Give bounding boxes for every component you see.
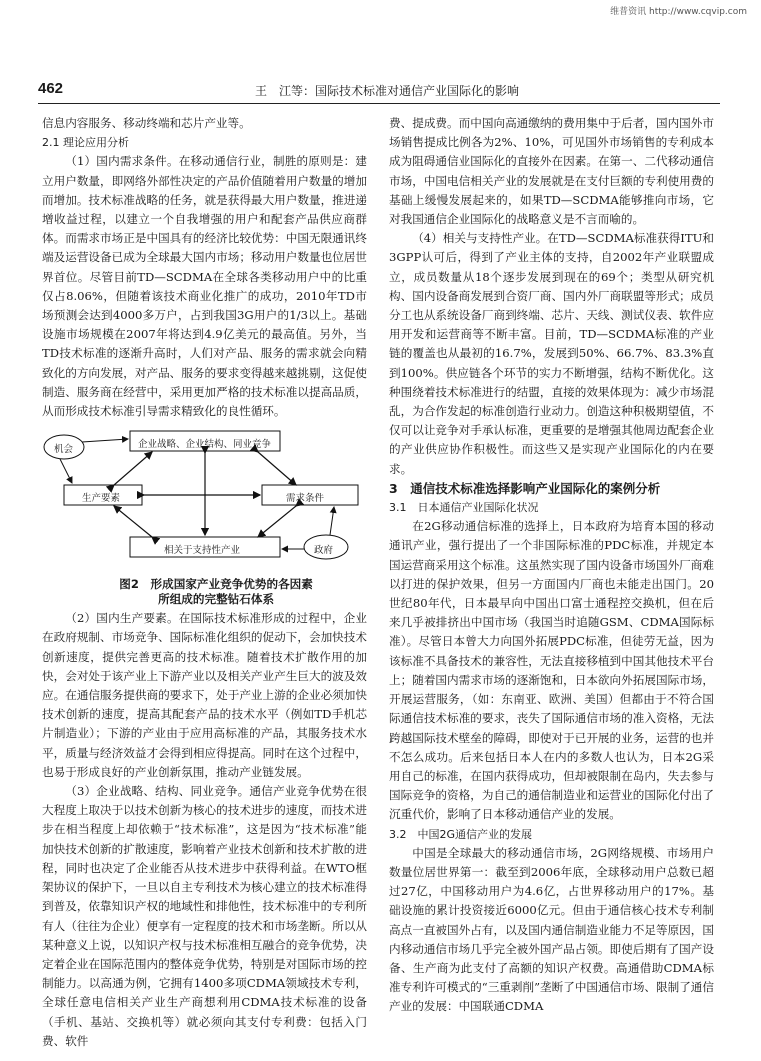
right-box-label: 需求条件 — [286, 493, 325, 505]
paragraph-related-industries: （4）相关与支持性产业。在TD—SCDMA标准获得ITU和3GPP认可后，得到了产业主体的支持，自2002年产业联盟成立，成员数量从18个逐步发展到现在的69个；类型从研究机构、国内设备商发展到合资厂商、国内外厂商联盟等形式；成员分工也从系统设备厂商到终端、芯片、天线、测试仪表、软件应用开发和运营商等不断丰富。目前，TD—SCDMA标准的产业链的覆盖也从最初的16.7%，发展到50%、66.7%、83.3%直到100%。供应链各个环节的实力不断增强，结构不断优化。这种围绕着技术标准进行的结盟，直接的效果体现为：减少市场混乱，为合作发起的标准创造行业动力。创造这种积极期望值，不仅可以让竞争对手承认标准，更重要的是增强其他周边配套企业的产业供应协作积极性。而这些又是实现产业国际化的内在要求。 — [389, 231, 714, 476]
figure-caption-line2: 所组成的完整钻石体系 — [158, 592, 275, 607]
figure-caption-line1: 图2 形成国家产业竞争优势的各因素 — [119, 577, 313, 592]
paragraph: 信息内容服务、移动终端和芯片产业等。 — [42, 116, 251, 130]
arrow-right-bottom — [258, 506, 296, 537]
subsection-heading-3-2: 3.2 中国2G通信产业的发展 — [389, 827, 533, 841]
arrow-gov-right — [330, 507, 334, 535]
paragraph-china-2g: 中国是全球最大的移动通信市场，2G网络规模、市场用户数量位居世界第一：截至到2006年底，全球移动用户总数已超过27亿，中国移动用户为4.6亿，占世界移动用户的17%。基础设施的累计投资接近6000亿元。但由于通信核心技术专利制高点一直被国外占有，以及国内通信制造业能力不足等原因，国内移动通信市场几乎完全被外国产品占领。即使后期有了国产设备、生产商为此支付了高额的知识产权费。高通借助CDMA标准专利许可模式的“三重剥削”垄断了中国通信市场、限制了通信产业的发展：中国联通CDMA — [389, 845, 714, 1014]
paragraph-strategy: （3）企业战略、结构、同业竞争。通信产业竞争优势在很大程度上取决于以技术创新为核心的技术进步的速度，而技术进步在相当程度上却依赖于“技术标准”，这是因为“技术标准”能加快技术创新的扩散速度，影响着产业技术创新和技术扩散的进程，同时也决定了企业能否从技术进步中获得利益。在WTO框架协议的保护下，一旦以自主专利技术为核心建立的技术标准得到普及，依靠知识产权的地域性和排他性，技术标准中的专利所有人（往往为企业）便享有一定程度的技术和市场垄断。所以从某种意义上说，以知识产权与技术标准相互融合的竞争优势，决定着企业在国际范围内的整体竞争优势，特别是对国际市场的控制能力。以高通为例，它拥有1400多项CDMA领域技术专利，全球任意电信相关产业生产商想利用CDMA技术标准的设备（手机、基站、交换机等）就必须向其支付专利费：包括入门费、软件 — [42, 784, 367, 1048]
left-column — [42, 114, 367, 1051]
paragraph-production-factors: （2）国内生产要素。在国际技术标准形成的过程中，企业在政府规制、市场竞争、国际标准化组织的促动下，会加快技术创新速度，提供完善更高的技术标准。随着技术扩散作用的加快，会对处于该产业上下游产业以及相关产业产生巨大的波及效应。在通信服务提供商的要求下，处于产业上游的企业必须加快技术创新的速度，提高其配套产品的技术水平（例如TD手机芯片制造业）；下游的产业由于应用高标准的产品，其服务技术水平，质量与经济效益才会得到相应得提高。同时在这个过程中，也易于形成良好的产业创新氛围，推动产业链发展。 — [42, 611, 367, 779]
arrow-top-right — [258, 452, 296, 485]
top-box-label: 企业战略、企业结构、同业竞争 — [138, 439, 272, 451]
paragraph-japan: 在2G移动通信标准的选择上，日本政府为培育本国的移动通讯产业，强行提出了一个非国际标准的PDC标准，并规定本国运营商采用这个标准。这虽然实现了国内设备市场国外厂商难以打进的保护效果，但另一方面国内厂商也未能走出国门。20世纪80年代，日本最早向中国出口富士通程控交换机，但在后来几乎被排挤出中国市场（我国当时追随GSM、CDMA国际标准）。尽管日本曾大力向国外拓展PDC标准，但徒劳无益，因为该标准不具备技术的兼容性，无法直接移植到中国其他技术平台上；随着国内需求市场的逐渐饱和，日本欲向外拓展国际市场，开展运营服务，（如：东南亚、欧洲、美国）但都由于不符合国际通信技术标准的要求，丧失了国际通信市场的准入资格，无法跨越国际技术壁垒的障碍，即使对于已开展的业务，运营的也并不怎么成功。后来包括日本人在内的多数人也认为，日本2G采用自己的标准，在国内获得成功，但却被限制在岛内，失去参与国际竞争的资格，为自己的通信制造业和运营业的国际化付出了沉重代价，影响了日本移动通信产业的发展。 — [389, 519, 714, 822]
section-heading-3: 3 通信技术标准选择影响产业国际化的案例分析 — [389, 480, 661, 496]
left-box-label: 生产要素 — [82, 493, 121, 505]
bottom-box-label: 相关于支持性产业 — [164, 545, 241, 557]
diamond-figure — [42, 425, 367, 575]
arrow-left-top — [114, 452, 152, 485]
running-head: 王 江等：国际技术标准对通信产业国际化的影响 — [255, 84, 520, 98]
subsection-heading-2-1: 2.1 理论应用分析 — [42, 136, 129, 150]
page-number: 462 — [38, 80, 64, 97]
arrow-chance-left — [60, 459, 72, 483]
right-column — [389, 114, 714, 1017]
arrow-chance-top — [82, 439, 128, 442]
watermark: 维普资讯 http://www.cqvip.com — [610, 7, 747, 17]
government-label: 政府 — [314, 545, 334, 557]
chance-label: 机会 — [54, 444, 74, 456]
arrow-bottom-left — [114, 506, 152, 537]
paragraph-demand: （1）国内需求条件。在移动通信行业，制胜的原则是：建立用户数量，即网络外部性决定的产品价值随着用户数量的增加而增加。技术标准战略的任务，就是获得最大用户数量，推进递增收益过程，以建立一个自我增强的用户和配套产品供应商群体。而需求市场正是中国具有的经济比较优势：中国无限通讯终端及运营设备已成为全球最大国内市场；移动用户数量也位居世界首位。尽管目前TD—SCDMA在全球各类移动用户中的比重仅占8.06%，但随着该技术商业化推广的成功，2010年TD市场预测会达到4000多万户，占到我国3G用户的1/3以上。基础设施市场规模在2007年将达到4.9亿美元的最高值。另外，当TD技术标准的逐渐升高时，人们对产品、服务的需求就会向精致化的方向发展，对产品、服务的要求变得越来越挑剔，这促使制造、服务商在经营中，采用更加严格的技术标准以提高品质，从而形成技术标准引导需求精致化的良性循环。 — [42, 154, 367, 419]
subsection-heading-3-1: 3.1 日本通信产业国际化状况 — [389, 501, 539, 515]
paragraph-continued: 费、提成费。而中国向高通缴纳的费用集中于后者，国内国外市场销售提成比例各为2%、10%，可见国外市场销售的专利成本成为阻碍通信业国际化的直接外在因素。在第一、二代移动通信市场，中国电信相关产业的发展就是在支付巨额的专利使用费的基础上缓慢发展起来的，如果TD—SCDMA能够推向市场，它对我国通信企业国际化的战略意义是不言而喻的。 — [389, 116, 714, 227]
header-rule — [38, 103, 720, 104]
